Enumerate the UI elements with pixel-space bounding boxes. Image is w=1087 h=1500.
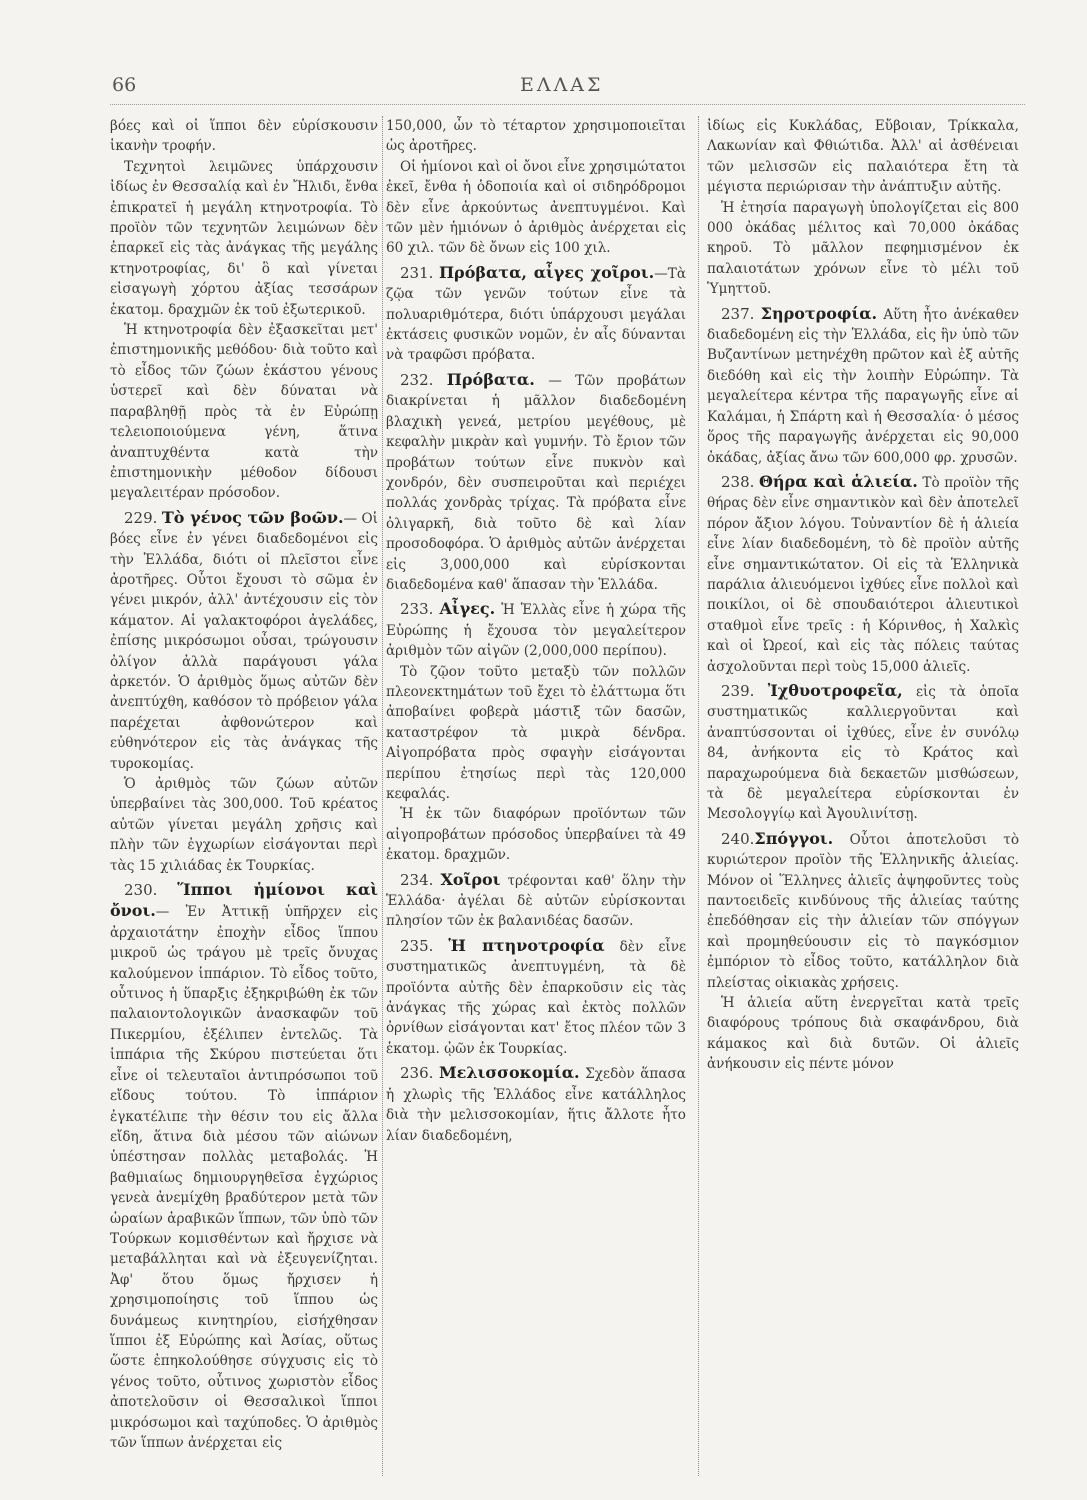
section-text: τρέφονται καθ' ὅλην τὴν Ἑλλάδα· ἀγέλαι δὲ αὐτῶν εὑρίσκονται πλησίον τῶν ἐκ βαλανιδέας δασῶν. [386,872,686,930]
section-number: 238. [721,472,755,491]
column-2 [386,116,686,1486]
section-number: 231. [400,263,434,282]
section-title: Αἶγες. [439,599,496,619]
section-text: εἰς τὰ ὁποῖα συστηματικῶς καλλιεργοῦνται καὶ ἀναπτύσσονται οἱ ἰχθύες, εἶνε ἐν συνόλῳ 84, ἀνήκοντα εἰς τὸ Κράτος καὶ παραχωρούμενα διὰ δεκαετῶν μισθώσεων, τὰ δὲ μεγαλείτερα εὑρίσκονται ἐν Μεσολογγίῳ καὶ Ἀγουλινίτσῃ. [707,683,1019,823]
section-number: 234. [400,870,434,889]
section-title: Ἵπποι ἡμίονοι καὶ ὄνοι. [110,880,378,921]
section-title: Μελισσοκομία. [438,1063,580,1083]
section-230 [110,880,378,1453]
section-title: Χοῖροι [440,869,501,889]
section-title: Θήρα καὶ ἁλιεία. [758,471,918,491]
paragraph: Οἱ ἡμίονοι καὶ οἱ ὄνοι εἶνε χρησιμώτατοι ἐκεῖ, ἔνθα ἡ ὁδοποιία καὶ οἱ σιδηρόδρομοι δὲν εἶνε ἀρκούντως ἀνεπτυγμένοι. Καὶ τῶν μὲν ἡμιόνων ὁ ἀριθμὸς ἀνέρχεται εἰς 60 χιλ. τῶν δὲ ὄνων εἰς 100 χιλ. [386,158,686,257]
section-text: δὲν εἶνε συστηματικῶς ἀνεπτυγμένη, τὰ δὲ προϊόντα αὐτῆς δὲν ἐπαρκοῦσιν εἰς τὰς ἀνάγκας τῆς χώρας καὶ ἐκτὸς πολλῶν ὀρνίθων εἰσάγονται κατ' ἔτος πλέον τῶν 3 ἑκατομ. ᾠῶν ἐκ Τουρκίας. [386,938,686,1057]
paragraph: Ἡ ἐκ τῶν διαφόρων προϊόντων τῶν αἰγοπροβάτων πρόσοδος ὑπερβαίνει τὰ 49 ἑκατομ. δραχμῶν. [386,806,686,864]
section-title: Ἡ πτηνοτροφία [448,935,605,955]
section-number: 233. [400,600,434,619]
paragraph: Ἡ ἐτησία παραγωγὴ ὑπολογίζεται εἰς 800 000 ὀκάδας μέλιτος καὶ 70,000 ὀκάδας κηροῦ. Τὸ μᾶλλον πεφημισμένον ἐκ παλαιοτάτων χρόνων εἶνε τὸ μέλι τοῦ Ὑμηττοῦ. [707,199,1019,298]
section-title: Πρόβατα, αἶγες χοῖροι. [438,262,655,282]
section-229 [110,508,378,774]
header-rule [110,104,1025,105]
section-title: Σηροτροφία. [760,303,878,323]
section-text: — Ἐν Ἀττικῇ ὑπῆρχεν εἰς ἀρχαιοτάτην ἐποχὴν εἶδος ἵππου μικροῦ ὡς τράγου μὲ τρεῖς ὄνυχας καλούμενον ἱππάριον. Τὸ εἶδος τοῦτο, οὗτινος ἡ ὕπαρξις ἐξηκριβώθη ἐκ τῶν παλαιοντολογικῶν ἀνασκαφῶν τοῦ Πικερμίου, ἐξέλιπεν ἐντελῶς. Τὰ ἱππάρια τῆς Σκύρου πιστεύεται ὅτι εἶνε οἱ τελευταῖοι ἀντιπρόσωποι τοῦ εἴδους τούτου. Τὸ ἱππάριον ἐγκατέλιπε τὴν θέσιν του εἰς ἄλλα εἴδη, ἅτινα διὰ μέσου τῶν αἰώνων ὑπέστησαν πολλὰς μεταβολάς. Ἡ βαθμιαίως δημιουργηθεῖσα ἐγχώριος γενεὰ ἀνεμίχθη βραδύτερον μετὰ τῶν ὡραίων ἀραβικῶν ἵππων, τῶν ὑπὸ τῶν Τούρκων κομισθέντων καὶ ἤρχισε νὰ μεταβάλληται καὶ νὰ ἐξευγενίζηται. Ἀφ' ὅτου ὅμως ἤρχισεν ἡ χρησιμοποίησις τοῦ ἵππου ὡς δυνάμεως κινητηρίου, εἰσήχθησαν ἵπποι ἐξ Εὐρώπης καὶ Ἀσίας, οὕτως ὥστε ἐπηκολούθησε σύγχυσις εἰς τὸ γένος τοῦτο, οὗτινος χωριστὸν εἶδος ἀποτελοῦσιν οἱ Θεσσαλικοὶ ἵπποι μικρόσωμοι καὶ ταχύποδες. Ὁ ἀριθμὸς τῶν ἵππων ἀνέρχεται εἰς [110,904,378,1451]
paragraph: Ὁ ἀριθμὸς τῶν ζώων αὐτῶν ὑπερβαίνει τὰς 300,000. Τοῦ κρέατος αὐτῶν γίνεται μεγάλη χρῆσις καὶ πλὴν τῶν ἐγχωρίων εἰσάγονται περὶ τὰς 15 χιλιάδας ἐκ Τουρκίας. [110,776,378,874]
section-title: Τὸ γένος τῶν βοῶν. [161,507,344,527]
section-238 [707,472,1019,677]
column-3 [707,116,1019,1486]
section-text: Τὸ προϊὸν τῆς θήρας δὲν εἶνε σημαντικὸν καὶ δὲν ἀποτελεῖ πόρον ἄξιον λόγου. Τοὐναντίον δὲ ἡ ἁλιεία εἶνε λίαν διαδεδομένη, τὸ δὲ προϊὸν αὐτῆς εἶνε σημαντικώτατον. Οἱ εἰς τὰ Ἑλληνικὰ παράλια ἁλιευόμενοι ἰχθύες εἶνε πολλοὶ καὶ ποικίλοι, οἱ δὲ σπουδαιότεροι ἁλιευτικοὶ σταθμοὶ εἶνε τρεῖς : ἡ Κόρινθος, ἡ Χαλκὶς καὶ οἱ Ὠρεοί, καὶ εἰς τὰς πόλεις ταύτας ἀσχολοῦνται περὶ τοὺς 15,000 ἁλιεῖς. [707,474,1019,675]
section-number: 236. [400,1064,434,1083]
section-232 [386,370,686,595]
section-number: 239. [721,681,755,700]
section-text: — Οἱ βόες εἶνε ἐν γένει διαδεδομένοι εἰς τὴν Ἑλλάδα, διότι οἱ πλεῖστοι εἶνε ἀροτῆρες. Οὗτοι ἔχουσι τὸ σῶμα ἐν γένει μικρόν, ἀλλ' ἀντέχουσιν εἰς τὸν κάματον. Αἱ γαλακτοφόροι ἀγελάδες, ἐπίσης μικρόσωμοι οὖσαι, τρώγουσιν ὀλίγον ἀλλὰ παράγουσι γάλα ἀρκετόν. Ὁ ἀριθμὸς ὅμως αὐτῶν δὲν ἀνεπτύχθη, καθόσον τὸ πρόβειον γάλα παρέχεται ἀφθονώτερον καὶ εὐθηνότερον εἰς τὰς ἀνάγκας τῆς τυροκομίας. [110,510,378,772]
paragraph: Τὸ ζῷον τοῦτο μεταξὺ τῶν πολλῶν πλεονεκτημάτων τοῦ ἔχει τὸ ἐλάττωμα ὅτι ἀποβαίνει φοβερὰ μάστιξ τῶν δασῶν, καταστρέφον τὰ μικρὰ δένδρα. Αἰγοπρόβατα πρὸς σφαγὴν εἰσάγονται περίπου ἐτησίως περὶ τὰς 120,000 κεφαλάς. [386,663,686,802]
section-239 [707,681,1019,825]
paragraph: 150,000, ὧν τὸ τέταρτον χρησιμοποιεῖται ὡς ἀροτῆρες. [386,118,686,155]
paragraph: Ἡ κτηνοτροφία δὲν ἐξασκεῖται μετ' ἐπιστημονικῆς μεθόδου· διὰ τοῦτο καὶ τὸ εἶδος τῶν ζώων ἑκάστου γένους ὑστερεῖ καὶ δὲν δύναται νὰ παραβληθῇ πρὸς τὰ ἐν Εὐρώπῃ τελειοποιούμενα γένη, ἅτινα ἀναπτυχθέντα κατὰ τὴν ἐπιστημονικὴν μέθοδον δίδουσι μεγαλειτέραν πρόσοδον. [110,322,378,502]
paragraph: Τεχνητοὶ λειμῶνες ὑπάρχουσιν ἰδίως ἐν Θεσσαλίᾳ καὶ ἐν Ἤλιδι, ἔνθα ἐπικρατεῖ ἡ μεγάλη κτηνοτροφία. Τὸ προϊὸν τῶν τεχνητῶν λειμώνων δὲν ἐπαρκεῖ εἰς τὰς ἀνάγκας τῆς μεγάλης κτηνοτροφίας, δι' ὃ καὶ γίνεται εἰσαγωγὴ χόρτου ἀξίας τεσσάρων ἑκατομ. δραχμῶν ἐκ τοῦ ἐξωτερικοῦ. [110,158,378,318]
section-number: 237. [721,304,755,323]
section-text: Αὕτη ἦτο ἀνέκαθεν διαδεδομένη εἰς τὴν Ἑλλάδα, εἰς ἣν ὑπὸ τῶν Βυζαντίνων μετηνέχθη πρῶτον καὶ ἐξ αὐτῆς διεδόθη καὶ εἰς τὴν λοιπὴν Εὐρώπην. Τὰ μεγαλείτερα κέντρα τῆς παραγωγῆς εἶνε αἱ Καλάμαι, ἡ Σπάρτη καὶ ἡ Θεσσαλία· ὁ μέσος ὅρος τῆς παραγωγῆς ἀνέρχεται εἰς 90,000 ὀκάδας, ἀξίας ἄνω τῶν 600,000 φρ. χρυσῶν. [707,306,1019,466]
section-title: Ἰχθυοτροφεῖα, [767,680,903,700]
page-number: 66 [112,74,137,96]
section-title: Σπόγγοι. [754,828,834,848]
section-240 [707,829,1019,993]
section-text: Ἡ Ἑλλὰς εἶνε ἡ χώρα τῆς Εὐρώπης ἡ ἔχουσα τὸν μεγαλείτερον ἀριθμὸν τῶν αἰγῶν (2,000,000 περίπου). [386,602,686,660]
running-head-title: ΕΛΛΑΣ [520,74,604,96]
paragraph: βόες καὶ οἱ ἵπποι δὲν εὑρίσκουσιν ἱκανὴν τροφήν. [110,118,378,155]
section-text: — Τῶν προβάτων διακρίνεται ἡ μᾶλλον διαδεδομένη βλαχικὴ γενεά, μετρίου μεγέθους, μὲ κεφαλὴν μικρὰν καὶ γυμνήν. Τὸ ἔριον τῶν προβάτων τούτων εἶνε πυκνὸν καὶ χονδρόν, δὲν συσπειροῦται καὶ περιέχει πολλάς χονδρὰς τρίχας. Τὰ πρόβατα εἶνε ὀλιγαρκῆ, διὰ τοῦτο δὲ καὶ λίαν προσοδοφόρα. Ὁ ἀριθμὸς αὐτῶν ἀνέρχεται εἰς 3,000,000 καὶ εὑρίσκονται διαδεδομένα καθ' ἅπασαν τὴν Ἑλλάδα. [386,372,686,593]
section-title: Πρόβατα. [446,369,535,389]
section-233 [386,599,686,661]
section-237 [707,304,1019,468]
section-text: Σχεδὸν ἅπασα ἡ χλωρὶς τῆς Ἑλλάδος εἶνε κατάλληλος διὰ τὴν μελισσοκομίαν, ἥτις ἄλλοτε ἦτο λίαν διαδεδομένη, [386,1066,686,1144]
paragraph: Ἡ ἁλιεία αὕτη ἐνεργεῖται κατὰ τρεῖς διαφόρους τρόπους διὰ σκαφάνδρου, διὰ κάμακος καὶ διὰ δυτῶν. Οἱ ἁλιεῖς ἀνήκουσιν εἰς πέντε μόνον [707,995,1019,1073]
section-text: Οὗτοι ἀποτελοῦσι τὸ κυριώτερον προϊὸν τῆς Ἑλληνικῆς ἁλιείας. Μόνον οἱ Ἕλληνες ἁλιεῖς ἀψηφοῦντες τοὺς παντοειδεῖς κινδύνους τῆς ἁλιείας ταύτης ἐπεδόθησαν εἰς τὴν ἁλιείαν τῶν σπόγγων καὶ προμηθεύουσιν εἰς τὸ παγκόσμιον ἐμπόριον τὸ εἶδος τοῦτο, κατάλληλον διὰ πλείστας οἰκιακὰς χρήσεις. [707,831,1019,991]
column-divider-1 [382,116,383,1476]
section-235 [386,936,686,1059]
section-number: 229. [124,508,158,527]
section-number: 232. [400,370,434,389]
section-231 [386,263,686,366]
section-number: 235. [400,936,434,955]
section-236 [386,1063,686,1146]
section-number: 240. [721,829,755,848]
section-number: 230. [124,881,158,900]
column-1 [110,116,378,1486]
column-divider-2 [698,116,699,1476]
paragraph: ἰδίως εἰς Κυκλάδας, Εὔβοιαν, Τρίκκαλα, Λακωνίαν καὶ Φθιώτιδα. Ἀλλ' αἱ ἀσθένειαι τῶν μελισσῶν εἰς παλαιότερα ἔτη τὰ μέγιστα περιώρισαν τὴν ἀνάπτυξιν αὐτῆς. [707,118,1019,196]
section-234 [386,870,686,932]
section-text: —Τὰ ζῷα τῶν γενῶν τούτων εἶνε τὰ πολυαριθμότερα, διότι ὑπάρχουσι μεγάλαι ἐκτάσεις φυσικῶν νομῶν, ἐν αἷς δύνανται νὰ τραφῶσι πρόβατα. [386,265,686,364]
